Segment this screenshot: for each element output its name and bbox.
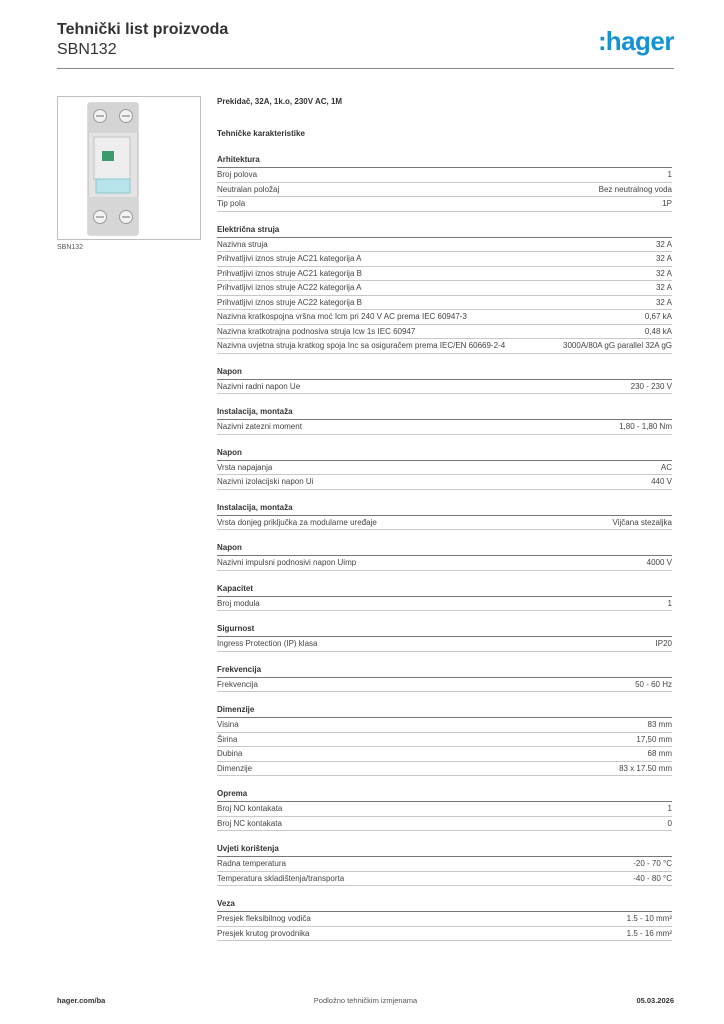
spec-label: Presjek krutog provodnika xyxy=(217,928,310,938)
spec-value: 1.5 - 16 mm² xyxy=(626,928,672,938)
page-header xyxy=(57,20,674,68)
spec-row xyxy=(217,927,672,942)
footer-date: 05.03.2026 xyxy=(636,996,674,1005)
spec-label: Nazivna kratkospojna vršna moć Icm pri 240 V AC prema IEC 60947-3 xyxy=(217,312,467,321)
spec-value: 4000 V xyxy=(646,558,672,567)
spec-value: 1 xyxy=(667,804,672,813)
spec-label: Vrsta donjeg priključka za modularne uređaje xyxy=(217,517,377,527)
spec-value: 32 A xyxy=(655,268,672,278)
spec-label: Nazivni zatezni moment xyxy=(217,422,302,431)
spec-row xyxy=(217,747,672,762)
spec-row xyxy=(217,475,672,490)
spec-row xyxy=(217,872,672,887)
spec-row xyxy=(217,678,672,693)
section-title: Kapacitet xyxy=(217,583,672,597)
product-description: Prekidač, 32A, 1k.o, 230V AC, 1M xyxy=(217,97,343,106)
spec-value: 50 - 60 Hz xyxy=(635,679,672,689)
spec-value: 32 A xyxy=(655,239,672,249)
spec-row xyxy=(217,168,672,183)
spec-value: 17,50 mm xyxy=(636,734,672,744)
spec-row xyxy=(217,597,672,612)
spec-label: Temperatura skladištenja/transporta xyxy=(217,873,345,883)
spec-row xyxy=(217,183,672,198)
spec-label: Nazivni radni napon Ue xyxy=(217,381,301,391)
spec-content xyxy=(217,96,672,941)
spec-value: 0,67 kA xyxy=(644,312,672,321)
spec-label: Prihvatljivi iznos struje AC22 kategorija B xyxy=(217,297,362,307)
hager-logo xyxy=(598,26,674,56)
spec-value: 83 x 17.50 mm xyxy=(619,763,672,773)
spec-label: Neutralan položaj xyxy=(217,184,280,194)
spec-label: Prihvatljivi iznos struje AC21 kategorija A xyxy=(217,254,362,263)
spec-row xyxy=(217,762,672,777)
spec-value: 1 xyxy=(667,170,672,179)
spec-label: Dubina xyxy=(217,749,243,758)
section-title: Veza xyxy=(217,898,672,912)
section-title: Električna struja xyxy=(217,224,672,238)
spec-row xyxy=(217,637,672,652)
spec-label: Visina xyxy=(217,720,239,729)
spec-value: 1.5 - 10 mm² xyxy=(626,914,672,923)
spec-label: Nazivna kratkotrajna podnosiva struja Icw 1s IEC 60947 xyxy=(217,326,416,336)
spec-value: AC xyxy=(660,462,672,472)
spec-label: Broj NC kontakata xyxy=(217,818,282,828)
spec-label: Vrsta napajanja xyxy=(217,462,273,472)
spec-label: Presjek fleksibilnog vodiča xyxy=(217,914,311,923)
spec-row xyxy=(217,281,672,296)
spec-value: 0 xyxy=(667,818,672,828)
spec-row xyxy=(217,267,672,282)
spec-row xyxy=(217,197,672,212)
spec-value: Bez neutralnog voda xyxy=(598,184,672,194)
logo-text: hager xyxy=(605,26,674,56)
spec-label: Dimenzije xyxy=(217,763,253,773)
spec-sections xyxy=(217,154,672,941)
spec-value: 32 A xyxy=(655,254,672,263)
spec-label: Nazivna struja xyxy=(217,239,268,249)
section-title: Sigurnost xyxy=(217,623,672,637)
spec-row xyxy=(217,325,672,340)
spec-row xyxy=(217,516,672,531)
spec-value: 32 A xyxy=(655,283,672,292)
spec-value: 230 - 230 V xyxy=(630,381,672,391)
spec-value: 83 mm xyxy=(647,720,672,729)
switch-device-illustration xyxy=(58,97,200,239)
spec-row xyxy=(217,238,672,253)
spec-label: Broj polova xyxy=(217,170,258,179)
footer-website: hager.com/ba xyxy=(57,996,106,1005)
spec-value: -40 - 80 °C xyxy=(633,873,672,883)
spec-row xyxy=(217,857,672,872)
product-image-caption: SBN132 xyxy=(57,244,84,251)
header-divider xyxy=(57,68,674,69)
spec-label: Širina xyxy=(217,734,238,744)
spec-row xyxy=(217,912,672,927)
spec-row xyxy=(217,420,672,435)
section-title: Arhitektura xyxy=(217,154,672,168)
spec-value: Vijčana stezaljka xyxy=(612,517,672,527)
spec-value: 440 V xyxy=(651,477,672,486)
spec-label: Tip pola xyxy=(217,199,246,208)
spec-row xyxy=(217,252,672,267)
spec-value: 3000A/80A gG parallel 32A gG xyxy=(563,341,672,350)
spec-row xyxy=(217,339,672,354)
section-title: Instalacija, montaža xyxy=(217,406,672,420)
spec-label: Nazivni impulsni podnosivi napon Uimp xyxy=(217,558,357,567)
spec-label: Radna temperatura xyxy=(217,859,286,868)
spec-row xyxy=(217,733,672,748)
section-title: Napon xyxy=(217,542,672,556)
section-title: Dimenzije xyxy=(217,704,672,718)
section-title: Instalacija, montaža xyxy=(217,502,672,516)
spec-label: Prihvatljivi iznos struje AC22 kategorija A xyxy=(217,283,362,292)
spec-label: Broj NO kontakata xyxy=(217,804,283,813)
spec-row xyxy=(217,802,672,817)
section-title: Oprema xyxy=(217,788,672,802)
section-title: Napon xyxy=(217,447,672,461)
spec-row xyxy=(217,461,672,476)
spec-label: Nazivna uvjetna struja kratkog spoja Inc sa osiguračem prema IEC/EN 60669-2-4 xyxy=(217,341,506,350)
section-title: Frekvencija xyxy=(217,664,672,678)
spec-label: Nazivni izolacijski napon Ui xyxy=(217,477,314,486)
spec-row xyxy=(217,718,672,733)
spec-row xyxy=(217,380,672,395)
spec-value: IP20 xyxy=(655,639,672,648)
product-image xyxy=(57,96,201,240)
spec-value: 32 A xyxy=(655,297,672,307)
spec-label: Prihvatljivi iznos struje AC21 kategorija B xyxy=(217,268,362,278)
spec-row xyxy=(217,296,672,311)
spec-value: 68 mm xyxy=(647,749,672,758)
technical-characteristics-title: Tehničke karakteristike xyxy=(217,129,305,138)
spec-label: Frekvencija xyxy=(217,679,258,689)
logo-dots: : xyxy=(598,26,605,56)
spec-value: 1P xyxy=(662,199,672,208)
spec-row xyxy=(217,556,672,571)
section-title: Napon xyxy=(217,366,672,380)
spec-value: 1,80 - 1,80 Nm xyxy=(619,422,672,431)
section-title: Uvjeti korištenja xyxy=(217,843,672,857)
document-title: Tehnički list proizvoda xyxy=(57,21,229,38)
spec-label: Broj modula xyxy=(217,598,260,608)
spec-label: Ingress Protection (IP) klasa xyxy=(217,639,318,648)
spec-value: 1 xyxy=(667,598,672,608)
spec-value: 0,48 kA xyxy=(644,326,672,336)
spec-row xyxy=(217,310,672,325)
product-code: SBN132 xyxy=(57,41,117,58)
spec-row xyxy=(217,817,672,832)
footer-notice: Podložno tehničkim izmjenama xyxy=(313,996,418,1005)
spec-value: -20 - 70 °C xyxy=(633,859,672,868)
